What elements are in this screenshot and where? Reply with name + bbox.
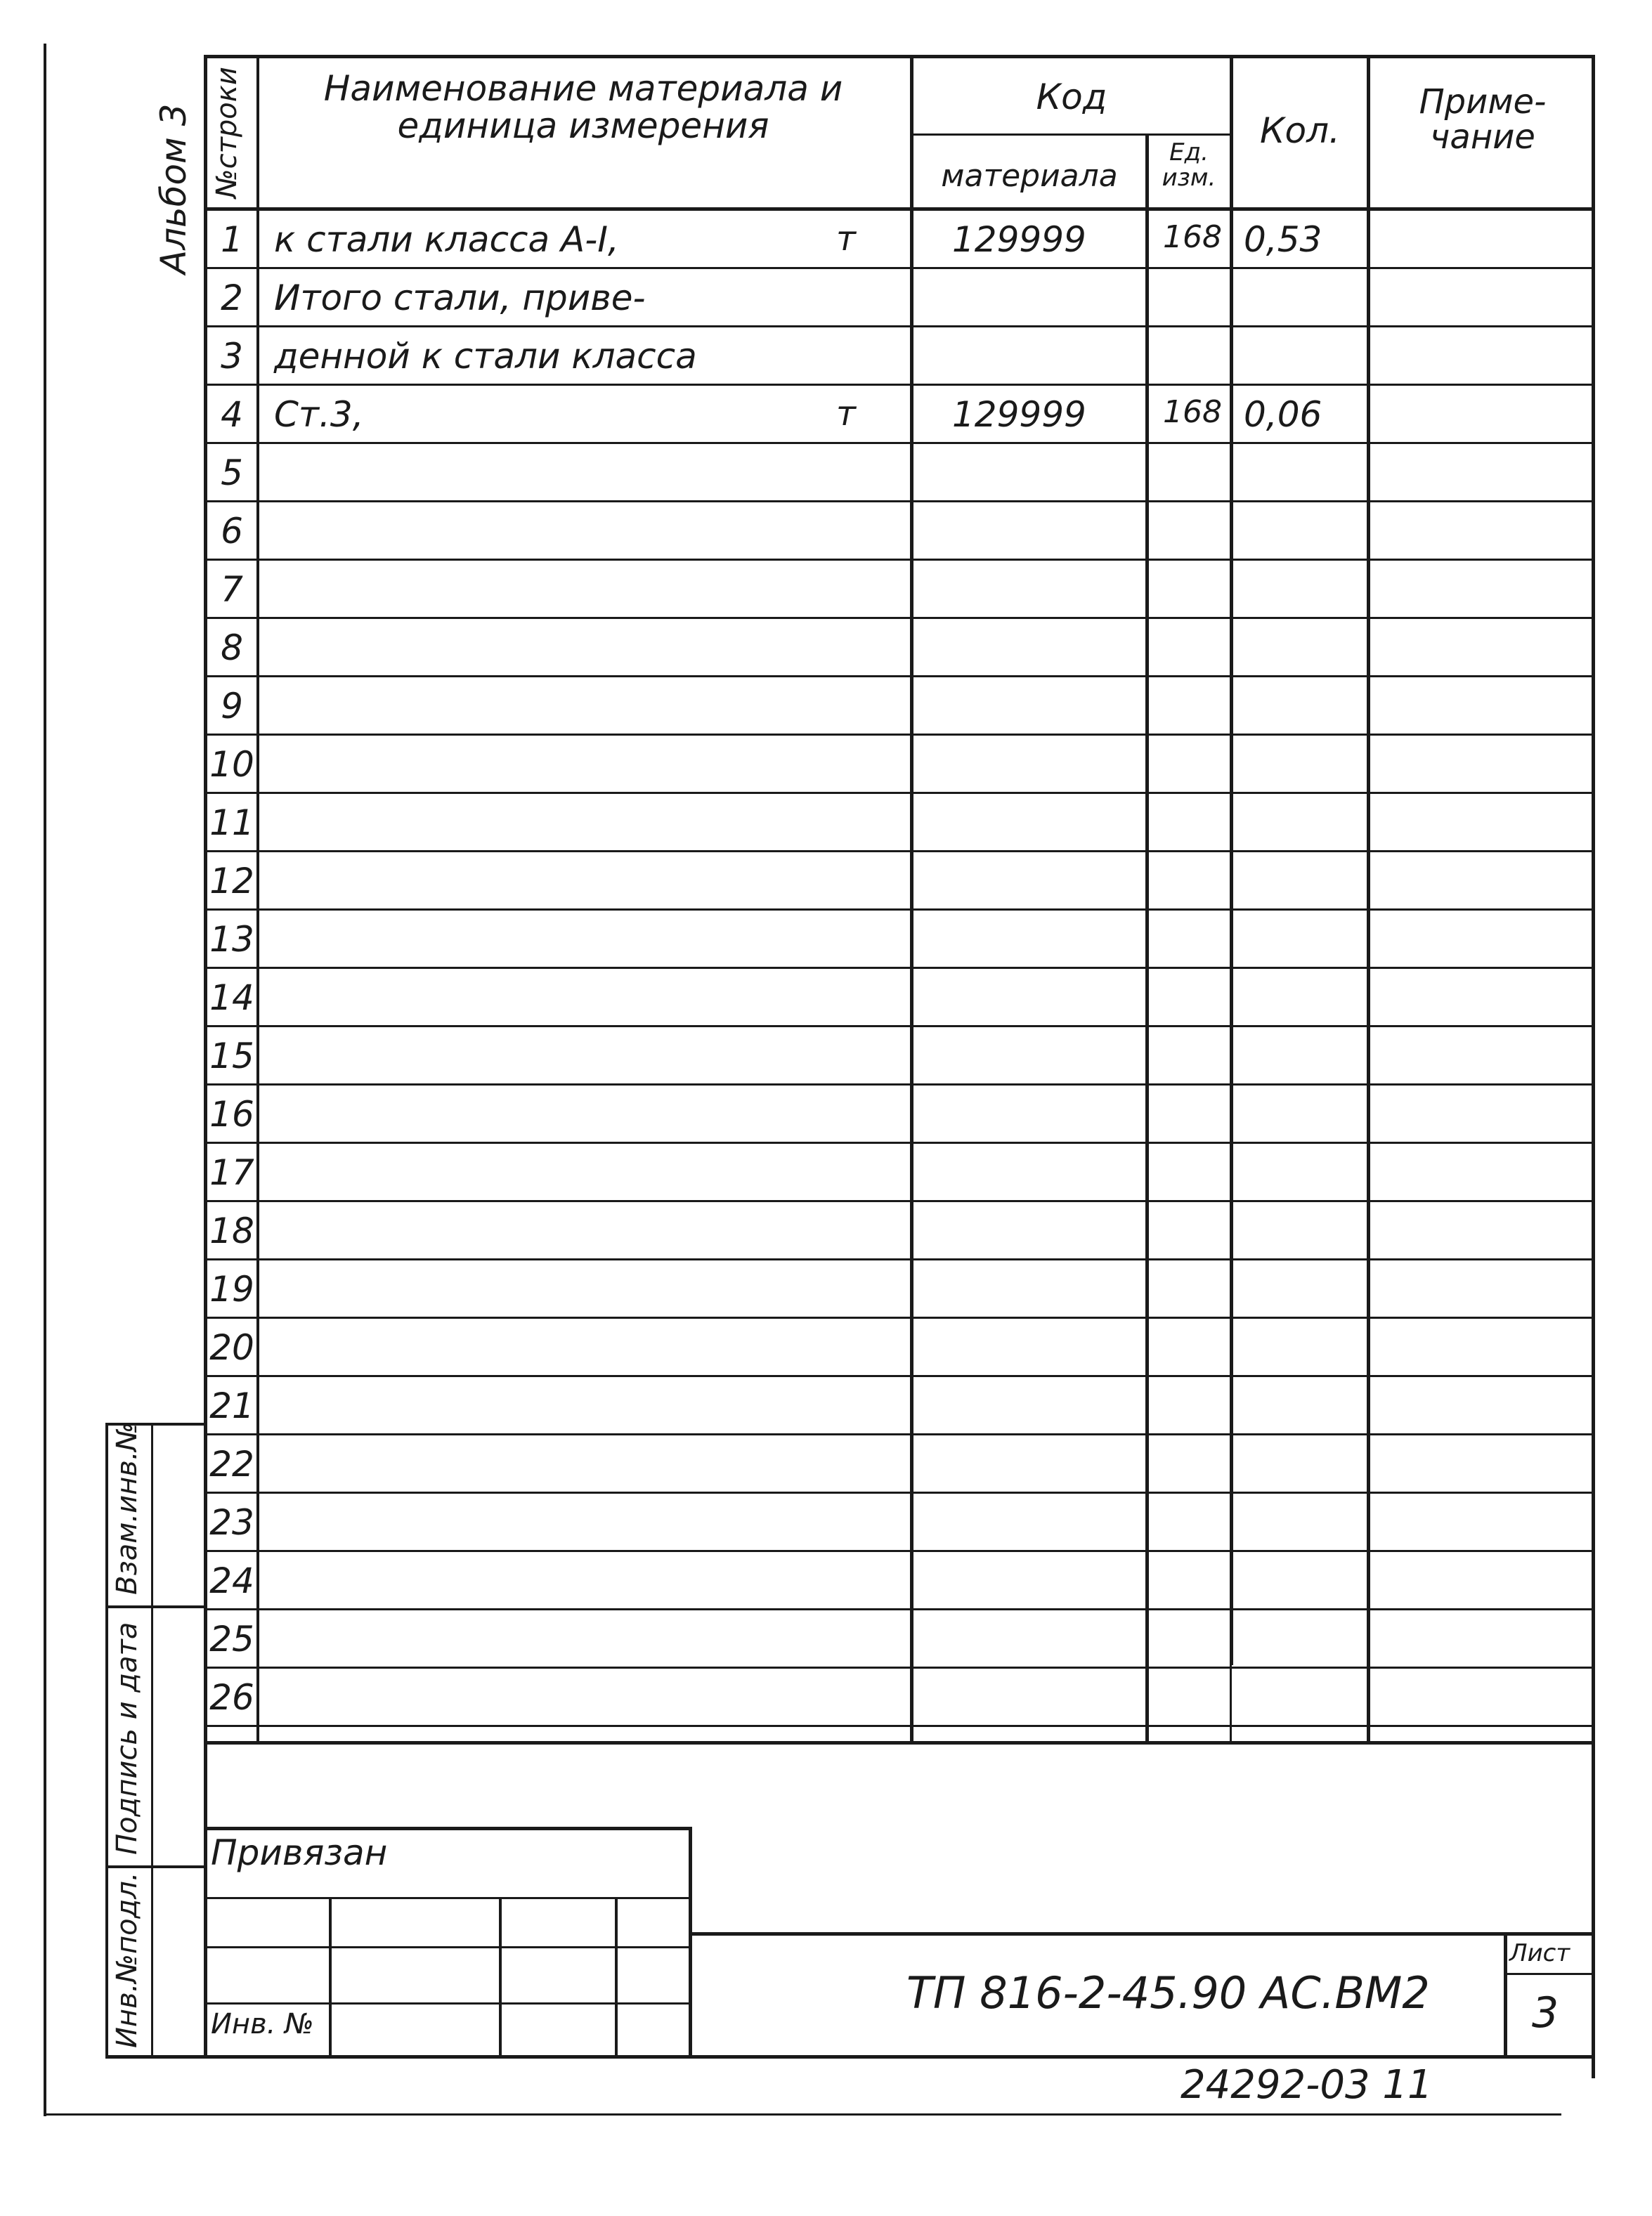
- table-row-divider: [204, 850, 1595, 852]
- row-number: 23: [209, 1502, 254, 1543]
- row-number: 14: [209, 977, 254, 1018]
- row-name: к стали класса А-I,: [274, 219, 619, 260]
- header-row-number: №строки: [211, 67, 243, 198]
- table-row-divider: [204, 792, 1595, 794]
- row-quantity: 0,53: [1244, 219, 1322, 260]
- table-row-divider: [204, 617, 1595, 619]
- binding-inv-no: Инв. №: [211, 2008, 314, 2040]
- row-number: 3: [221, 336, 243, 377]
- row-number: 10: [209, 744, 254, 785]
- table-row-divider: [204, 1608, 1595, 1610]
- row-name: Ст.3,: [274, 394, 364, 435]
- table-row-divider: [204, 559, 1595, 561]
- row-number: 16: [209, 1094, 254, 1135]
- side-stamp-replace-inv: Взам.инв.№: [111, 1421, 143, 1595]
- table-row-divider: [204, 1375, 1595, 1377]
- header-name: Наименование материала и единица измерения: [323, 68, 843, 146]
- page-border-left: [44, 44, 46, 2116]
- table-row-divider: [204, 1025, 1595, 1027]
- row-number: 25: [209, 1619, 254, 1660]
- table-row-divider: [204, 1258, 1595, 1260]
- sheet-label: Лист: [1509, 1939, 1570, 1967]
- header-note: Приме- чание: [1419, 82, 1547, 157]
- table-row-divider: [204, 1317, 1595, 1319]
- row-number: 2: [221, 278, 243, 318]
- row-number: 9: [221, 686, 243, 726]
- row-number: 5: [221, 452, 243, 493]
- row-quantity: 0,06: [1244, 394, 1322, 435]
- row-name: Итого стали, приве-: [274, 278, 646, 318]
- row-number: 11: [209, 802, 254, 843]
- row-number: 20: [209, 1327, 254, 1368]
- row-unit-code: 168: [1163, 219, 1222, 255]
- row-number: 12: [209, 861, 254, 901]
- table-row-divider: [204, 967, 1595, 969]
- table-row-divider: [204, 1200, 1595, 1202]
- header-quantity: Кол.: [1260, 110, 1340, 151]
- table-row-divider: [204, 1083, 1595, 1086]
- row-number: 15: [209, 1036, 254, 1076]
- album-label: Альбом 3: [153, 103, 194, 274]
- side-stamp-sign-date: Подпись и дата: [111, 1622, 143, 1855]
- row-number: 18: [209, 1211, 254, 1251]
- table-row-divider: [204, 1725, 1595, 1727]
- row-number: 7: [221, 569, 243, 610]
- header-code-material: материала: [941, 158, 1118, 194]
- row-code: 129999: [952, 394, 1086, 435]
- row-number: 13: [209, 919, 254, 960]
- row-unit-t: т: [836, 394, 856, 434]
- table-row-divider: [204, 442, 1595, 444]
- page-border-bottom: [44, 2113, 1561, 2116]
- table-row-divider: [204, 908, 1595, 911]
- table-row-divider: [204, 500, 1595, 502]
- header-code-unit: Ед. изм.: [1162, 138, 1216, 192]
- table-row-divider: [204, 1142, 1595, 1144]
- row-number: 26: [209, 1677, 254, 1718]
- row-number: 19: [209, 1269, 254, 1310]
- row-name: денной к стали класса: [274, 336, 697, 377]
- table-row-divider: [204, 1492, 1595, 1494]
- row-number: 22: [209, 1444, 254, 1485]
- row-number: 24: [209, 1560, 254, 1601]
- row-number: 21: [209, 1386, 254, 1426]
- row-number: 17: [209, 1152, 254, 1193]
- side-stamp-inv-orig: Инв.№подл.: [111, 1872, 143, 2048]
- document-code: ТП 816-2-45.90 АС.ВМ2: [906, 1967, 1430, 2019]
- row-number: 1: [221, 219, 243, 260]
- row-code: 129999: [952, 219, 1086, 260]
- header-code: Код: [1036, 77, 1107, 117]
- table-row-divider: [204, 325, 1595, 327]
- archive-number: 24292-03 11: [1181, 2062, 1433, 2108]
- table-row-divider: [204, 1667, 1595, 1669]
- table-row-divider: [204, 267, 1595, 269]
- row-number: 4: [221, 394, 243, 435]
- row-unit-t: т: [836, 219, 856, 259]
- row-number: 8: [221, 627, 243, 668]
- row-number: 6: [221, 511, 243, 552]
- sheet-number: 3: [1532, 1988, 1559, 2038]
- table-row-divider: [204, 384, 1595, 386]
- binding-label: Привязан: [211, 1832, 388, 1873]
- table-row-divider: [204, 1433, 1595, 1435]
- table-row-divider: [204, 734, 1595, 736]
- table-row-divider: [204, 1550, 1595, 1552]
- row-unit-code: 168: [1163, 394, 1222, 430]
- table-row-divider: [204, 675, 1595, 677]
